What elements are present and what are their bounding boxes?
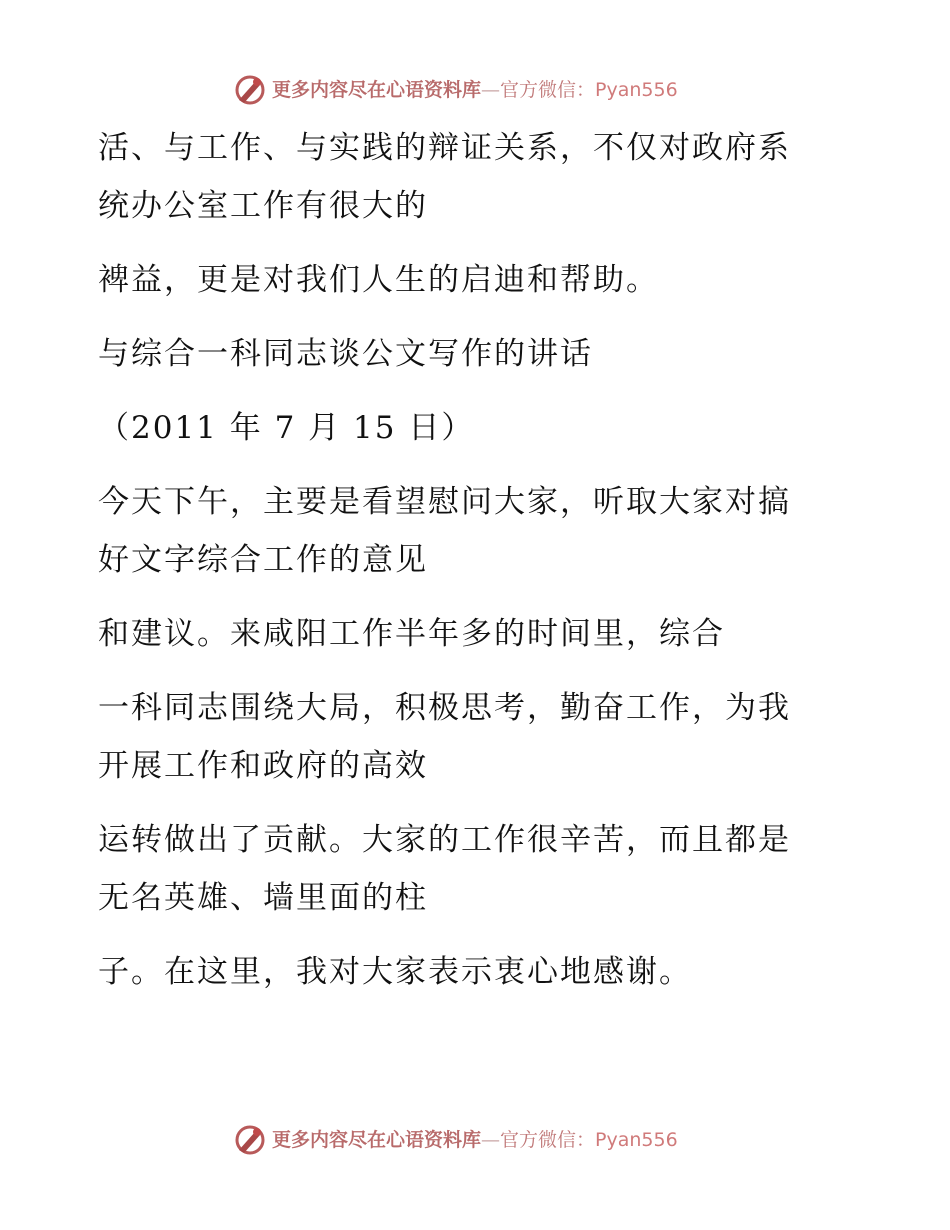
banner-name: 更多内容尽在心语资料库 [272, 1129, 482, 1151]
banner-subtitle: 官方微信： [500, 1129, 596, 1151]
body-line: 子。在这里，我对大家表示衷心地感谢。 [98, 954, 692, 990]
body-line: 统办公室工作有很大的 [98, 188, 428, 224]
body-line: 裨益，更是对我们人生的启迪和帮助。 [98, 262, 659, 298]
date-line: （2011 年 7 月 15 日） [98, 410, 475, 446]
body-line: 和建议。来咸阳工作半年多的时间里，综合 [98, 616, 725, 652]
body-line: 无名英雄、墙里面的柱 [98, 880, 428, 916]
banner-text [272, 78, 678, 102]
section-heading: 与综合一科同志谈公文写作的讲话 [98, 336, 593, 372]
header-banner [0, 70, 950, 110]
body-line: 开展工作和政府的高效 [98, 748, 428, 784]
banner-text [272, 1128, 678, 1152]
banner-subtitle: 官方微信： [500, 79, 596, 101]
body-line: 活、与工作、与实践的辩证关系，不仅对政府系 [98, 130, 791, 166]
pen-logo-icon [233, 1123, 267, 1157]
pen-logo-icon [233, 73, 267, 107]
body-line: 今天下午，主要是看望慰问大家，听取大家对搞 [98, 484, 791, 520]
banner-dash: — [481, 1129, 501, 1151]
banner-name: 更多内容尽在心语资料库 [272, 79, 482, 101]
banner-wechat-id: Pyan556 [595, 1129, 678, 1151]
body-line: 好文字综合工作的意见 [98, 542, 428, 578]
body-line: 一科同志围绕大局，积极思考，勤奋工作，为我 [98, 690, 791, 726]
body-line: 运转做出了贡献。大家的工作很辛苦，而且都是 [98, 822, 791, 858]
footer-banner [0, 1120, 950, 1160]
banner-wechat-id: Pyan556 [595, 79, 678, 101]
banner-dash: — [481, 79, 501, 101]
